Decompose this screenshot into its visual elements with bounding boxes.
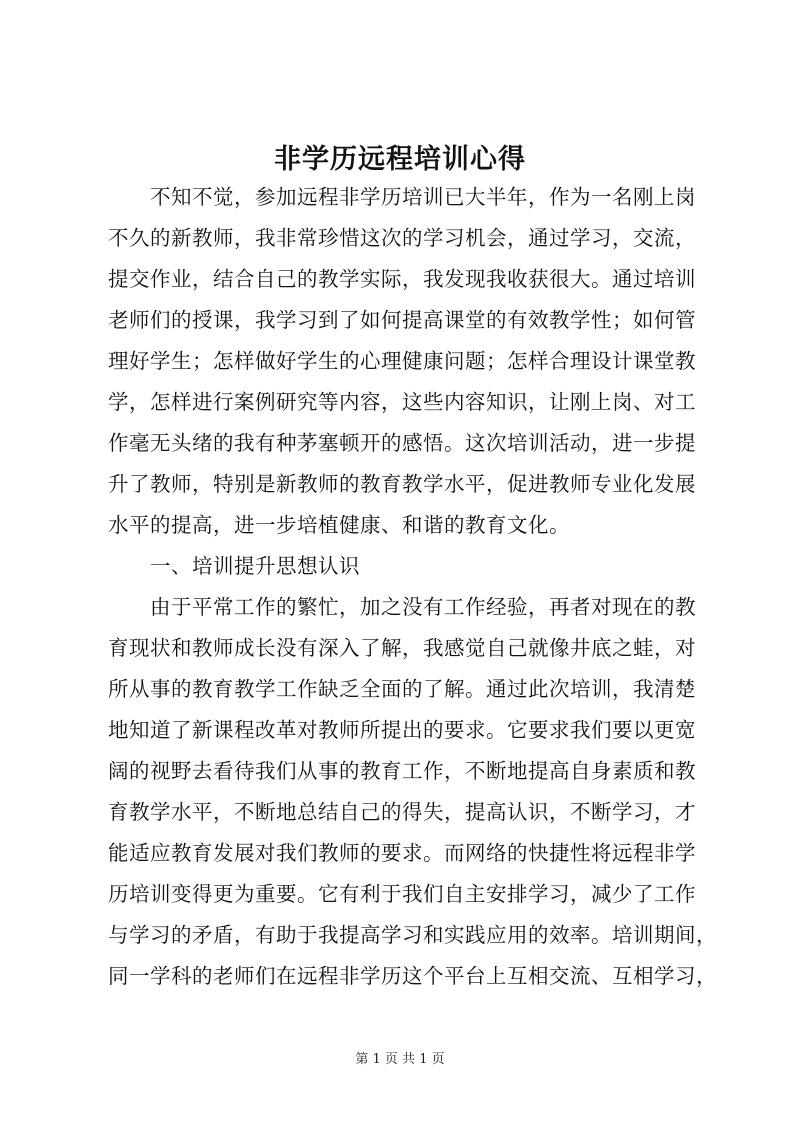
paragraph-1-line-3: 提交作业，结合自己的教学实际，我发现我收获很大。通过培训 bbox=[108, 267, 696, 291]
document-body bbox=[108, 177, 717, 997]
paragraph-1-line-7: 作毫无头绪的我有种茅塞顿开的感悟。这次培训活动，进一步提 bbox=[108, 431, 696, 455]
paragraph-2-line-8: 历培训变得更为重要。它有利于我们自主安排学习，减少了工作 bbox=[108, 882, 696, 906]
paragraph-1-line-1: 不知不觉，参加远程非学历培训已大半年，作为一名刚上岗 bbox=[150, 185, 696, 209]
page-number-footer: 第 1 页 共 1 页 bbox=[355, 1052, 445, 1067]
paragraph-1-line-5: 理好学生；怎样做好学生的心理健康问题；怎样合理设计课堂教 bbox=[108, 349, 696, 373]
paragraph-2-line-6: 育教学水平，不断地总结自己的得失，提高认识，不断学习，才 bbox=[108, 800, 696, 824]
paragraph-1-line-4: 老师们的授课，我学习到了如何提高课堂的有效教学性；如何管 bbox=[108, 308, 696, 332]
section-heading-1: 一、培训提升思想认识 bbox=[150, 554, 360, 578]
paragraph-2-line-4: 地知道了新课程改革对教师所提出的要求。它要求我们要以更宽 bbox=[108, 718, 696, 742]
paragraph-1-line-6: 学，怎样进行案例研究等内容，这些内容知识，让刚上岗、对工 bbox=[108, 390, 696, 414]
paragraph-2-line-3: 所从事的教育教学工作缺乏全面的了解。通过此次培训，我清楚 bbox=[108, 677, 696, 701]
paragraph-1-line-2: 不久的新教师，我非常珍惜这次的学习机会，通过学习，交流， bbox=[108, 226, 696, 250]
paragraph-2-line-7: 能适应教育发展对我们教师的要求。而网络的快捷性将远程非学 bbox=[108, 841, 696, 865]
paragraph-1-line-9: 水平的提高，进一步培植健康、和谐的教育文化。 bbox=[108, 513, 570, 537]
paragraph-2-line-2: 育现状和教师成长没有深入了解，我感觉自己就像井底之蛙，对 bbox=[108, 636, 696, 660]
document-title: 非学历远程培训心得 bbox=[274, 144, 526, 175]
paragraph-2-line-5: 阔的视野去看待我们从事的教育工作，不断地提高自身素质和教 bbox=[108, 759, 696, 783]
paragraph-2-line-10: 同一学科的老师们在远程非学历这个平台上互相交流、互相学习， bbox=[108, 964, 717, 988]
paragraph-1-line-8: 升了教师，特别是新教师的教育教学水平，促进教师专业化发展 bbox=[108, 472, 696, 496]
paragraph-2-line-1: 由于平常工作的繁忙，加之没有工作经验，再者对现在的教 bbox=[150, 595, 696, 619]
paragraph-2-line-9: 与学习的矛盾，有助于我提高学习和实践应用的效率。培训期间， bbox=[108, 923, 717, 947]
